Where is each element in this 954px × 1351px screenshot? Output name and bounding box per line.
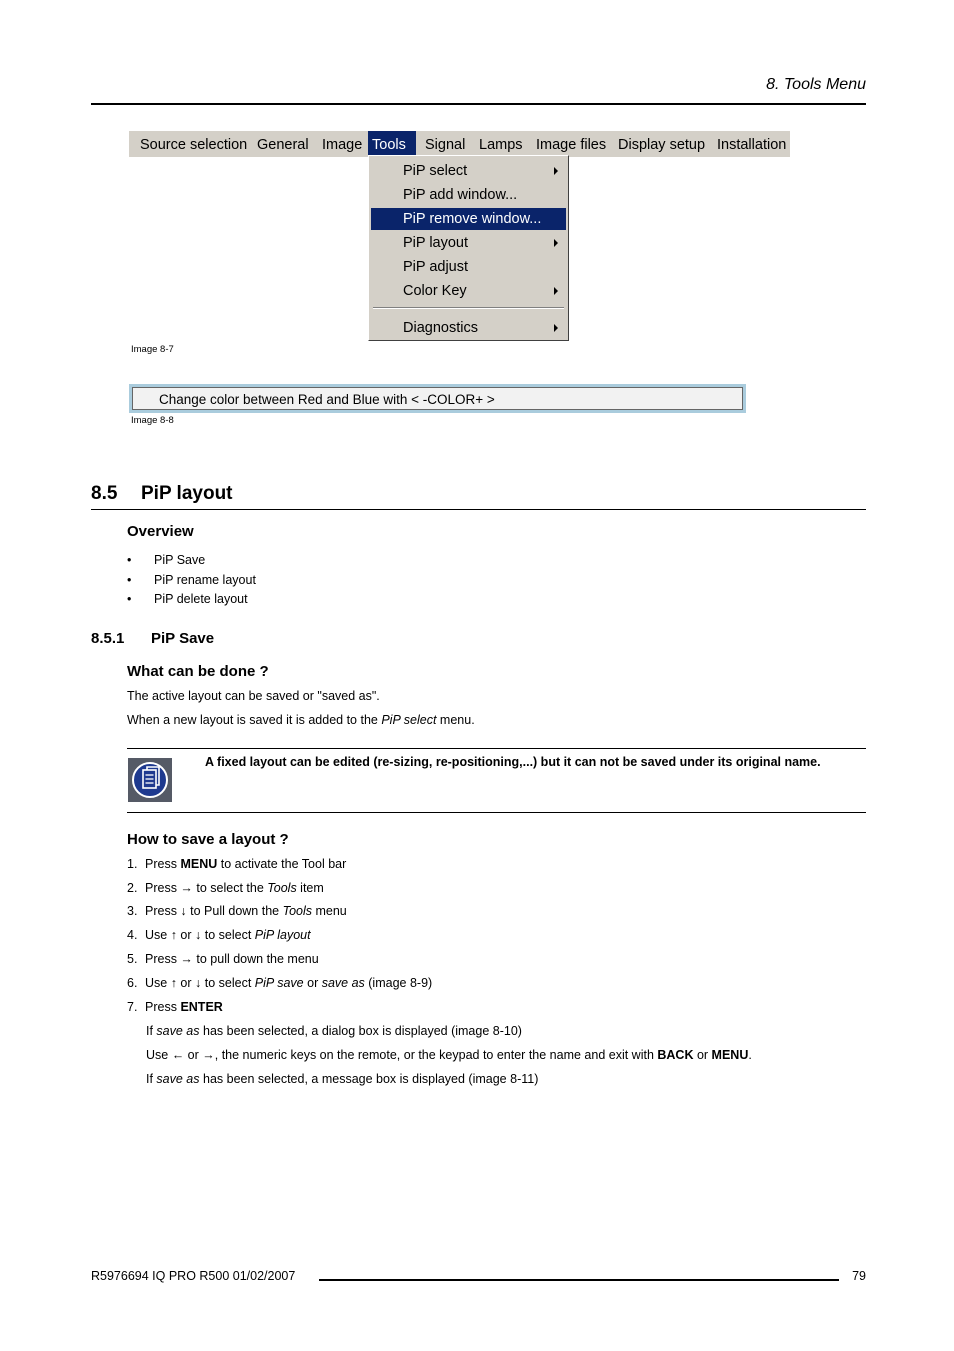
- submenu-arrow-icon: [554, 287, 558, 295]
- menu-signal[interactable]: Signal: [425, 137, 466, 153]
- section-heading: 8.5 PiP layout: [91, 483, 233, 504]
- step-detail: Use ← or →, the numeric keys on the remote, or the keypad to enter the name and exit with BACK or MENU.: [146, 1048, 752, 1062]
- menu-image-files[interactable]: Image files: [536, 137, 607, 153]
- status-message-box: [129, 384, 746, 413]
- note-text: A fixed layout can be edited (re-sizing, re-positioning,...) but it can not be saved under its original name.: [205, 755, 821, 769]
- list-item: • PiP rename layout: [127, 573, 256, 587]
- menu-general[interactable]: General: [257, 137, 309, 153]
- what-paragraph-2: When a new layout is saved it is added to the PiP select menu.: [127, 713, 475, 727]
- how-heading: How to save a layout ?: [127, 831, 289, 848]
- menu-source-selection[interactable]: Source selection: [140, 137, 248, 153]
- step-detail: If save as has been selected, a dialog box is displayed (image 8-10): [146, 1024, 522, 1038]
- footer-doc-info: R5976694 IQ PRO R500 01/02/2007: [91, 1269, 296, 1283]
- what-heading: What can be done ?: [127, 663, 269, 680]
- dd-pip-remove-window[interactable]: PiP remove window...: [371, 208, 566, 230]
- step-item: 5. Press → to pull down the menu: [127, 952, 319, 966]
- step-item: 2. Press → to select the Tools item: [127, 881, 324, 895]
- menu-tools[interactable]: Tools: [368, 131, 416, 157]
- overview-heading: Overview: [127, 523, 194, 540]
- note-bottom-rule: [127, 812, 866, 813]
- dd-color-key[interactable]: Color Key: [371, 280, 566, 302]
- step-item: 1. Press MENU to activate the Tool bar: [127, 857, 347, 871]
- subsection-heading: 8.5.1 PiP Save: [91, 630, 215, 647]
- dd-pip-layout[interactable]: PiP layout: [371, 232, 566, 254]
- submenu-arrow-icon: [554, 239, 558, 247]
- submenu-arrow-icon: [554, 167, 558, 175]
- menu-separator: [373, 307, 564, 309]
- caption-image-8-7: Image 8-7: [131, 344, 174, 355]
- step-item: 6. Use ↑ or ↓ to select PiP save or save as (image 8-9): [127, 976, 433, 990]
- footer-rule: [319, 1279, 839, 1281]
- note-top-rule: [127, 748, 866, 749]
- menu-display-setup[interactable]: Display setup: [618, 137, 706, 153]
- step-detail: If save as has been selected, a message box is displayed (image 8-11): [146, 1072, 539, 1086]
- what-paragraph-1: The active layout can be saved or "saved as".: [127, 689, 380, 703]
- step-item: 3. Press ↓ to Pull down the Tools menu: [127, 904, 347, 918]
- step-item: 7. Press ENTER: [127, 1000, 223, 1014]
- dd-pip-adjust[interactable]: PiP adjust: [403, 259, 469, 275]
- list-item: • PiP Save: [127, 553, 206, 567]
- menu-lamps[interactable]: Lamps: [479, 137, 523, 153]
- section-rule: [91, 509, 866, 510]
- note-document-icon: [128, 758, 172, 802]
- menu-bar: [129, 131, 790, 157]
- status-message-text: Change color between Red and Blue with < -COLOR+ >: [132, 387, 743, 410]
- tools-dropdown: [368, 155, 569, 341]
- dd-diagnostics[interactable]: Diagnostics: [371, 317, 566, 339]
- submenu-arrow-icon: [554, 324, 558, 332]
- menu-image[interactable]: Image: [322, 137, 363, 153]
- header-rule: [91, 103, 866, 105]
- page-number: 79: [852, 1269, 866, 1283]
- menu-installation[interactable]: Installation: [717, 137, 787, 153]
- running-header: 8. Tools Menu: [766, 76, 866, 93]
- dd-pip-add-window[interactable]: PiP add window...: [403, 187, 518, 203]
- list-item: • PiP delete layout: [127, 592, 248, 606]
- dd-pip-select[interactable]: PiP select: [371, 160, 566, 182]
- step-item: 4. Use ↑ or ↓ to select PiP layout: [127, 928, 311, 942]
- caption-image-8-8: Image 8-8: [131, 415, 174, 426]
